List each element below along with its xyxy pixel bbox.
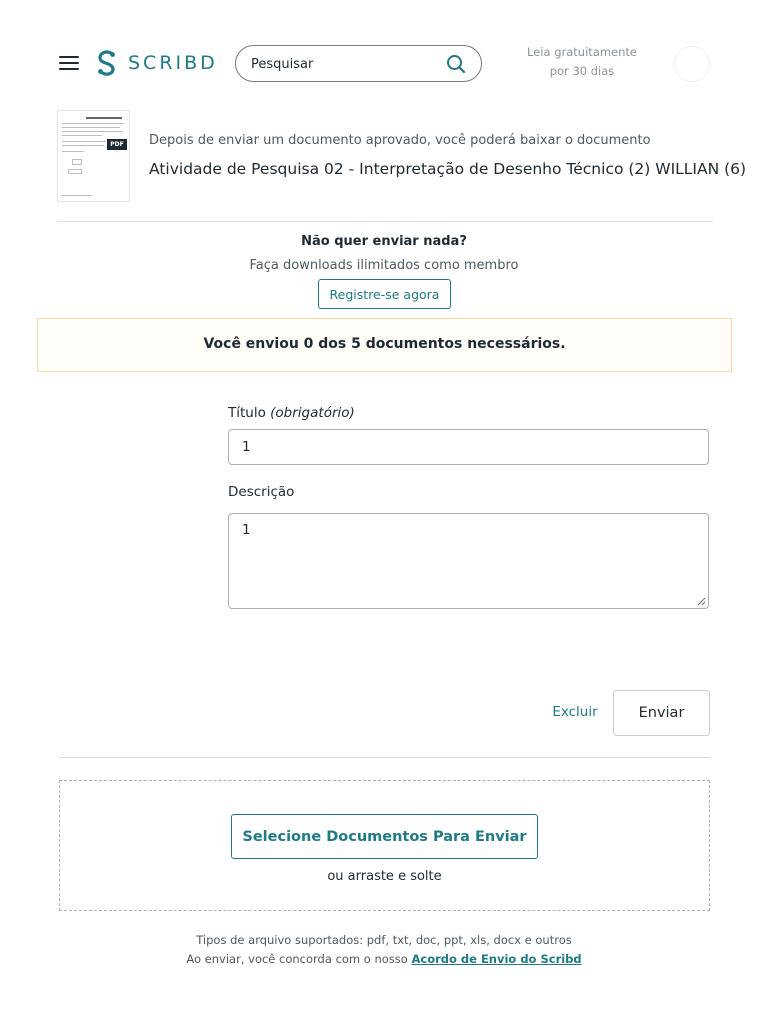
description-label: Descrição [228,484,295,500]
agreement-prefix: Ao enviar, você concorda com o nosso [186,952,408,966]
search-input[interactable] [251,54,441,74]
trial-line-1: Leia gratuitamente [527,45,637,59]
register-subtext: Faça downloads ilimitados como membro [249,258,519,273]
document-title: Atividade de Pesquisa 02 - Interpretação de Desenho Técnico (2) WILLIAN (6) [149,160,747,178]
title-label [228,405,355,421]
delete-button[interactable]: Excluir [547,700,603,724]
upload-agreement [0,952,768,966]
title-input[interactable] [228,429,709,465]
send-button[interactable]: Enviar [613,690,710,736]
site-header [0,0,768,110]
search-icon[interactable] [446,54,466,74]
free-trial-text[interactable] [515,43,649,81]
description-textarea[interactable] [228,513,709,609]
scribd-logo-icon [96,50,118,76]
trial-line-2: por 30 dias [549,64,615,78]
register-heading: Não quer enviar nada? [301,234,467,249]
select-documents-button[interactable]: Selecione Documentos Para Enviar [231,814,538,859]
search-box[interactable] [235,45,482,82]
notice-text: Você enviou 0 dos 5 documentos necessários. [203,336,566,352]
document-subtitle: Depois de enviar um documento aprovado, você poderá baixar o documento [149,133,651,148]
avatar[interactable] [674,46,710,82]
register-button[interactable]: Registre-se agora [318,279,451,309]
title-label-text: Título [228,405,266,421]
file-dropzone[interactable] [59,780,710,911]
upload-agreement-link[interactable]: Acordo de Envio do Scribd [411,952,582,966]
logo-text: SCRIBD [128,52,218,74]
required-hint: (obrigatório) [270,405,355,421]
pdf-icon: PDF [107,139,127,150]
divider [59,757,710,758]
divider [57,221,713,222]
drag-drop-hint: ou arraste e solte [327,869,442,884]
supported-file-types: Tipos de arquivo suportados: pdf, txt, doc, ppt, xls, docx e outros [196,933,572,947]
document-thumbnail[interactable] [57,110,130,202]
upload-progress-notice [37,318,732,372]
menu-icon[interactable] [59,56,79,70]
resize-grip-icon[interactable] [697,597,706,606]
scribd-logo[interactable] [96,50,218,76]
